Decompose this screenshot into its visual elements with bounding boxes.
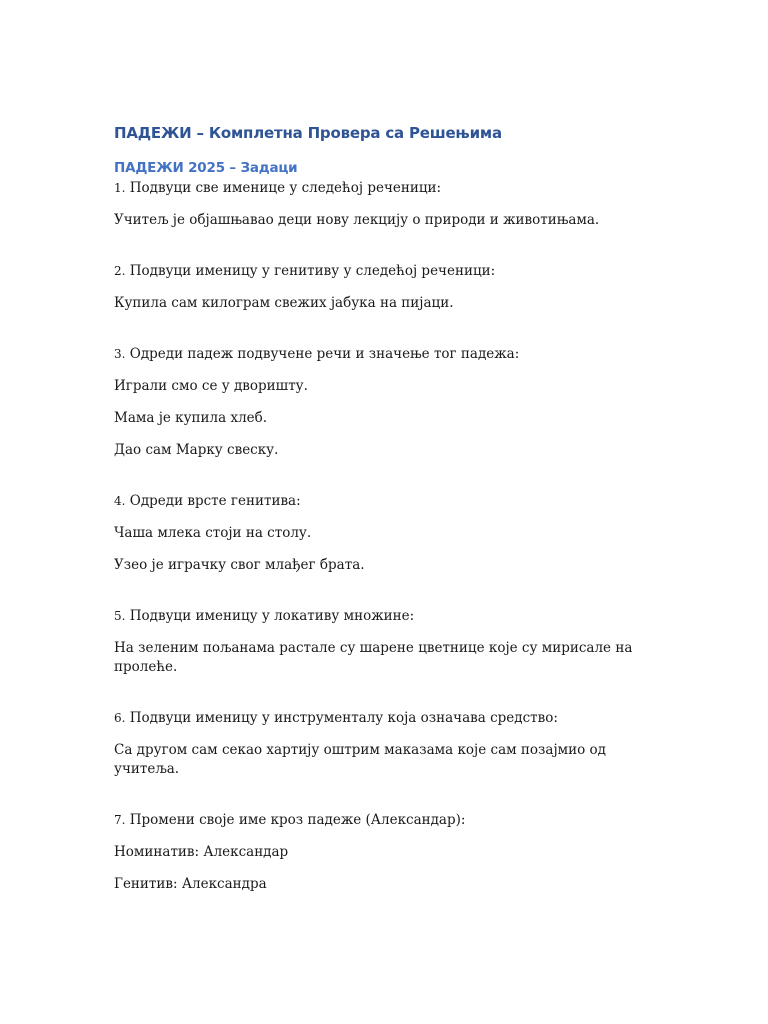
task-4	[114, 492, 644, 607]
task-answer-line: Генитив: Александра	[114, 876, 267, 892]
task-number: 4.	[114, 494, 126, 508]
task-question-text: Одреди падеж подвучене речи и значење тог падежа:	[129, 346, 520, 362]
section-title: ПАДЕЖИ 2025 – Задаци	[114, 160, 298, 176]
document-title: ПАДЕЖИ – Комплетна Провера са Решењима	[114, 124, 502, 142]
task-sentence: Купила сам килограм свежих јабука на пијаци.	[114, 295, 454, 311]
task-question	[114, 262, 644, 281]
task-sentence: Учитељ је објашњавао деци нову лекцију о природи и животињама.	[114, 212, 600, 228]
task-sentence: Мама је купила хлеб.	[114, 410, 268, 426]
task-question	[114, 345, 644, 364]
task-number: 7.	[114, 813, 126, 827]
task-answer-line: Номинатив: Александар	[114, 844, 289, 860]
task-number: 1.	[114, 181, 126, 195]
task-7	[114, 811, 644, 894]
task-number: 6.	[114, 711, 126, 725]
task-question	[114, 709, 644, 728]
task-number: 2.	[114, 264, 126, 278]
task-question-text: Подвуци све именице у следећој реченици:	[129, 180, 442, 196]
task-question-text: Подвуци именицу у локативу множине:	[129, 608, 415, 624]
document-page	[114, 124, 644, 907]
task-question	[114, 811, 644, 830]
task-question	[114, 607, 644, 626]
task-question-text: Подвуци именицу у генитиву у следећој реченици:	[129, 263, 496, 279]
task-sentence: Узео је играчку свог млађег брата.	[114, 557, 365, 573]
task-question	[114, 179, 644, 198]
task-6	[114, 709, 644, 811]
task-question-text: Одреди врсте генитива:	[129, 493, 301, 509]
task-sentence: Чаша млека стоји на столу.	[114, 525, 312, 541]
task-question-text: Промени своје име кроз падеже (Александар):	[129, 812, 466, 828]
task-3	[114, 345, 644, 492]
task-1	[114, 179, 644, 262]
task-5	[114, 607, 644, 709]
task-sentence: Дао сам Марку свеску.	[114, 442, 279, 458]
task-number: 3.	[114, 347, 126, 361]
task-2	[114, 262, 644, 345]
task-question-text: Подвуци именицу у инструменталу која означава средство:	[129, 710, 558, 726]
task-sentence: Са другом сам секао хартију оштрим маказама које сам позајмио од учитеља.	[114, 742, 606, 777]
task-sentence: Играли смо се у дворишту.	[114, 378, 308, 394]
task-number: 5.	[114, 609, 126, 623]
task-question	[114, 492, 644, 511]
task-sentence: На зеленим пољанама растале су шарене цветнице које су мирисале на пролеће.	[114, 640, 633, 675]
